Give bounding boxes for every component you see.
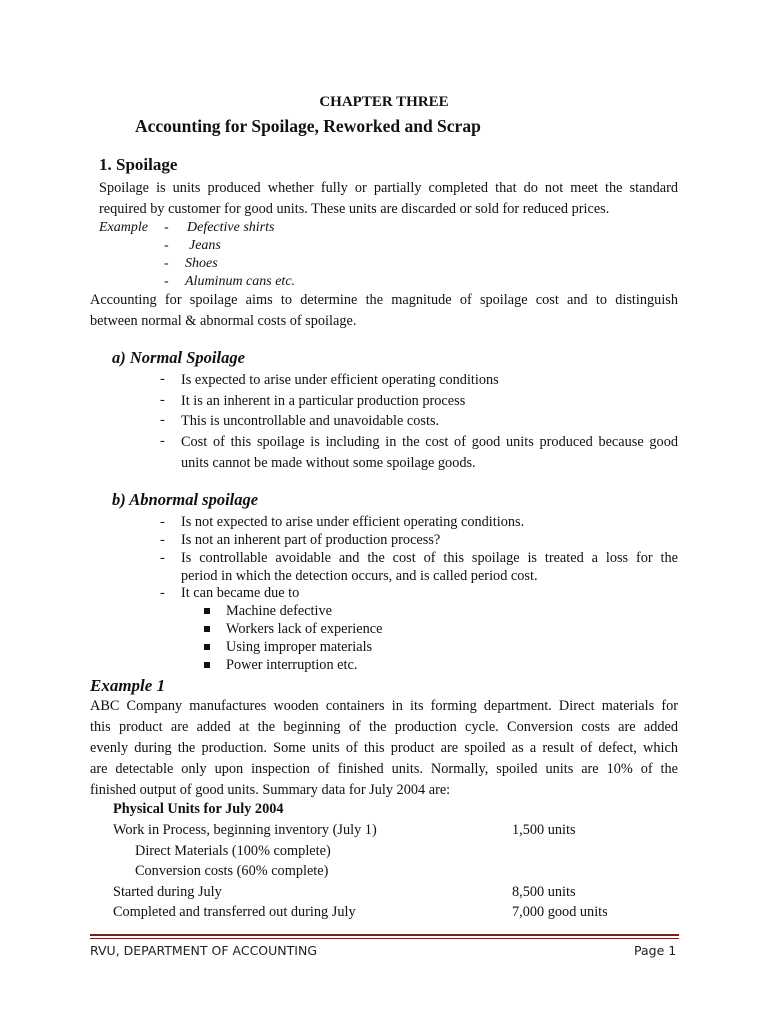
square-bullet <box>204 626 210 632</box>
table-row-label: Completed and transferred out during July <box>113 904 356 920</box>
abnormal-item: Is not expected to arise under efficient operating conditions. <box>181 514 525 530</box>
example-text-line: ABC Company manufactures wooden containers in its forming department. Direct materials for <box>90 698 678 714</box>
example-dash: - <box>164 274 169 289</box>
table-row-label: Started during July <box>113 884 222 900</box>
cause-item: Power interruption etc. <box>226 657 358 673</box>
aim-line-2: between normal & abnormal costs of spoilage. <box>90 313 357 329</box>
normal-item-continued: units cannot be made without some spoilage goods. <box>181 455 476 471</box>
bullet-dash: - <box>160 371 165 387</box>
section-heading-spoilage: 1. Spoilage <box>99 155 178 174</box>
example-label: Example <box>99 220 148 235</box>
cause-item: Machine defective <box>226 603 332 619</box>
table-row-value: 8,500 units <box>512 884 576 900</box>
square-bullet <box>204 662 210 668</box>
example-item: Aluminum cans etc. <box>185 274 296 289</box>
aim-line-1: Accounting for spoilage aims to determine the magnitude of spoilage cost and to distinguish <box>90 292 678 308</box>
example-text-line: this product are added at the beginning of the production cycle. Conversion costs are added <box>90 719 678 735</box>
table-row-label: Work in Process, beginning inventory (July 1) <box>113 822 377 838</box>
normal-spoilage-heading: a) Normal Spoilage <box>112 348 245 367</box>
example-dash: - <box>164 238 169 253</box>
normal-item: This is uncontrollable and unavoidable costs. <box>181 413 440 429</box>
example-item: Jeans <box>189 238 221 253</box>
example-text-line: finished output of good units. Summary data for July 2004 are: <box>90 782 451 798</box>
abnormal-spoilage-heading: b) Abnormal spoilage <box>112 490 259 509</box>
table-title: Physical Units for July 2004 <box>113 801 284 817</box>
example-text-line: evenly during the production. Some units of this product are spoiled as a result of defect, which <box>90 740 678 756</box>
example-item: Shoes <box>185 256 218 271</box>
square-bullet <box>204 608 210 614</box>
footer-department: RVU, DEPARTMENT OF ACCOUNTING <box>90 943 318 958</box>
bullet-dash: - <box>160 514 165 530</box>
abnormal-item: It can became due to <box>181 585 300 601</box>
normal-item: It is an inherent in a particular production process <box>181 393 466 409</box>
table-row-label: Conversion costs (60% complete) <box>135 863 329 879</box>
example-dash: - <box>164 256 169 271</box>
table-row-value: 7,000 good units <box>512 904 608 920</box>
chapter-label: CHAPTER THREE <box>319 94 449 110</box>
abnormal-item-continued: period in which the detection occurs, and is called period cost. <box>181 568 538 584</box>
example-text-line: are detectable only upon inspection of finished units. Normally, spoiled units are 10% of the <box>90 761 678 777</box>
square-bullet <box>204 644 210 650</box>
abnormal-item: Is controllable avoidable and the cost of this spoilage is treated a loss for the <box>181 550 678 566</box>
definition-line-2: required by customer for good units. These units are discarded or sold for reduced prices. <box>99 201 610 217</box>
definition-line-1: Spoilage is units produced whether fully or partially completed that do not meet the standard <box>99 180 678 196</box>
normal-item: Is expected to arise under efficient operating conditions <box>181 372 499 388</box>
example-heading: Example 1 <box>90 676 166 695</box>
bullet-dash: - <box>160 412 165 428</box>
cause-item: Using improper materials <box>226 639 373 655</box>
table-row-value: 1,500 units <box>512 822 576 838</box>
bullet-dash: - <box>160 585 165 601</box>
bullet-dash: - <box>160 433 165 449</box>
cause-item: Workers lack of experience <box>226 621 383 637</box>
normal-item: Cost of this spoilage is including in the cost of good units produced because good <box>181 434 678 450</box>
table-row-label: Direct Materials (100% complete) <box>135 843 331 859</box>
bullet-dash: - <box>160 392 165 408</box>
footer-page-number: Page 1 <box>634 943 677 958</box>
footer-rule <box>90 934 679 936</box>
example-item: Defective shirts <box>187 220 275 235</box>
example-dash: - <box>164 220 169 235</box>
footer-rule-thin <box>90 938 679 939</box>
bullet-dash: - <box>160 550 165 566</box>
abnormal-item: Is not an inherent part of production process? <box>181 532 441 548</box>
chapter-title: Accounting for Spoilage, Reworked and Scrap <box>135 116 481 136</box>
bullet-dash: - <box>160 532 165 548</box>
